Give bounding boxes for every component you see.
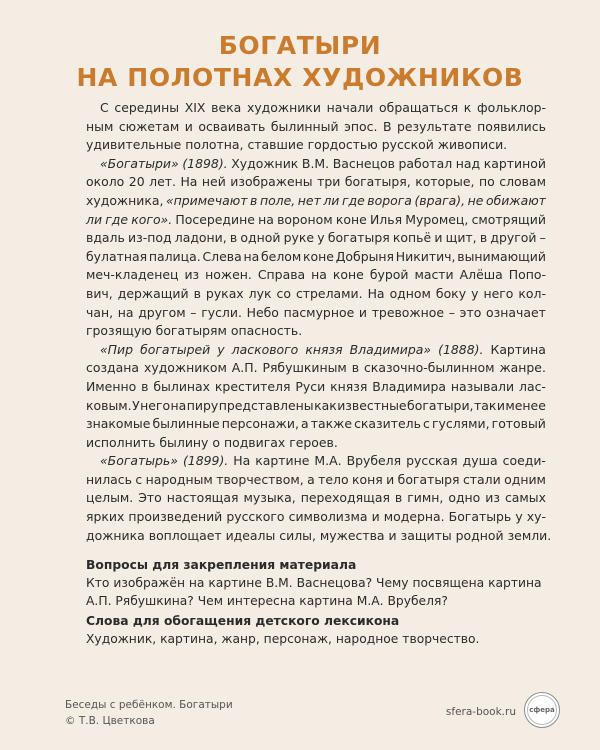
article-word: к bbox=[463, 100, 472, 115]
article-word: грозящую bbox=[86, 323, 152, 339]
article-word: также bbox=[310, 416, 352, 432]
article-word: поле, bbox=[259, 192, 296, 208]
article-word: былинах bbox=[153, 378, 211, 394]
article-word: коне bbox=[335, 211, 367, 227]
article-word: удивительные bbox=[86, 137, 182, 153]
article-word: вороном bbox=[277, 211, 333, 227]
article-word: народным bbox=[145, 471, 213, 487]
article-word: не bbox=[467, 192, 484, 208]
article-word: русского bbox=[226, 509, 285, 525]
article-word: ярких bbox=[86, 509, 125, 525]
article-word: с bbox=[423, 416, 430, 432]
article-word: эпос. bbox=[344, 118, 378, 134]
article-word: где bbox=[105, 211, 129, 227]
article-word: полотна, bbox=[185, 137, 244, 153]
article-word: в bbox=[141, 378, 149, 394]
article-word: в bbox=[351, 360, 360, 376]
article-word: князя bbox=[330, 378, 368, 394]
page-title bbox=[0, 30, 600, 94]
article-line bbox=[86, 415, 546, 434]
article-word: стали bbox=[462, 471, 501, 487]
article-word: результате bbox=[396, 118, 472, 134]
article-word: художники bbox=[246, 100, 321, 115]
article-word: над bbox=[455, 155, 481, 171]
article-word: Алёша bbox=[459, 267, 503, 283]
article-word: которые, bbox=[415, 174, 475, 190]
article-word: Справа bbox=[257, 267, 306, 283]
article-word: и bbox=[371, 509, 380, 525]
article-line bbox=[86, 527, 552, 546]
article-word: одним bbox=[504, 471, 546, 487]
article-word: одном bbox=[389, 285, 431, 301]
article-word: из-под bbox=[128, 230, 172, 246]
footer-series: Беседы с ребёнком. Богатыри bbox=[65, 699, 233, 711]
article-word: на bbox=[243, 248, 260, 264]
footer-site-link[interactable]: sfera-book.ru bbox=[445, 706, 516, 718]
article-word: середины bbox=[114, 100, 180, 115]
article-word: соеди- bbox=[502, 453, 546, 469]
article-word: Рябушкиным bbox=[262, 360, 347, 376]
article-word: держащий bbox=[117, 285, 189, 301]
article-word: и bbox=[184, 118, 193, 134]
article-word: модерна. bbox=[383, 509, 445, 525]
article-word: мужества bbox=[319, 527, 385, 543]
article-word: появились bbox=[477, 118, 546, 134]
article-word: С bbox=[100, 100, 109, 115]
vocabulary-text: Художник, картина, жанр, персонаж, народное творчество. bbox=[86, 632, 480, 646]
article-line bbox=[86, 248, 546, 267]
article-word: русская bbox=[406, 453, 458, 469]
article-word: князя bbox=[305, 341, 343, 357]
article-word: Посередине bbox=[175, 211, 255, 227]
article-word: и bbox=[386, 471, 395, 487]
article-word: ласкового bbox=[231, 341, 299, 357]
article-word: века bbox=[211, 100, 242, 115]
article-word: бурой bbox=[369, 267, 409, 283]
article-word: ковым. bbox=[86, 397, 132, 413]
article-word: героев. bbox=[289, 434, 338, 450]
article-word: него bbox=[140, 397, 171, 413]
article-word: него bbox=[483, 285, 514, 301]
article-word: лас- bbox=[519, 378, 546, 394]
article-word: подвигах bbox=[223, 434, 286, 450]
article-word: копьё bbox=[392, 230, 432, 246]
article-word: Художник bbox=[231, 155, 299, 171]
article-word: ней bbox=[201, 174, 226, 190]
article-word: воплощает bbox=[148, 527, 222, 543]
footer-copyright: © Т.В. Цветкова bbox=[65, 715, 155, 727]
article-word: у bbox=[515, 509, 523, 525]
article-word: у bbox=[217, 341, 225, 357]
article-word: тело bbox=[318, 471, 349, 487]
article-word: XIX bbox=[184, 100, 206, 115]
article-word: палица. bbox=[148, 248, 201, 264]
questions-section bbox=[86, 556, 546, 648]
article-word: из bbox=[485, 490, 500, 506]
article-word: руке bbox=[283, 230, 315, 246]
article-word: идеалы bbox=[225, 527, 276, 543]
article-word: «примечают bbox=[165, 192, 248, 208]
article-word: душа bbox=[462, 453, 498, 469]
article-word: на bbox=[311, 267, 327, 283]
article-word: известные bbox=[337, 397, 407, 413]
article-word: одно bbox=[448, 490, 481, 506]
article-word: художника, bbox=[86, 192, 164, 208]
article-word: в bbox=[479, 230, 488, 246]
article-word: боку bbox=[435, 285, 467, 301]
article-word: ворога bbox=[367, 192, 412, 208]
article-word: Попо- bbox=[508, 267, 546, 283]
article-word: лет. bbox=[149, 174, 176, 190]
article-word: ху- bbox=[526, 509, 546, 525]
article-word: Врубеля bbox=[346, 453, 402, 469]
article-word: стрелами. bbox=[295, 285, 363, 301]
article-word: картиной bbox=[483, 155, 546, 171]
article-word: белом bbox=[261, 248, 302, 264]
article-word: опасность. bbox=[230, 323, 303, 339]
article-line bbox=[86, 434, 546, 453]
article-word: как bbox=[314, 397, 337, 413]
footer bbox=[65, 676, 560, 736]
article-line bbox=[86, 304, 546, 323]
article-word: ставшие bbox=[247, 137, 304, 153]
article-word: – bbox=[190, 304, 197, 320]
article-line bbox=[86, 155, 546, 174]
article-word: обращаться bbox=[379, 100, 459, 115]
publisher-logo-icon bbox=[527, 695, 557, 725]
publisher-logo-text: сфера bbox=[529, 706, 555, 714]
article-word: словам bbox=[499, 174, 546, 190]
article-word: ли bbox=[323, 192, 340, 208]
article-word: вынимающий bbox=[457, 248, 546, 264]
article-line bbox=[86, 118, 546, 137]
article-word: Илья bbox=[370, 211, 403, 227]
article-word: Небо bbox=[246, 304, 279, 320]
article-line bbox=[86, 266, 546, 285]
article-word: нилась bbox=[86, 471, 132, 487]
article-word: русской bbox=[381, 137, 434, 153]
publisher-logo bbox=[524, 692, 560, 728]
article-word: защиты bbox=[400, 527, 452, 543]
article-word: коне bbox=[303, 248, 334, 264]
article-word: где bbox=[341, 192, 365, 208]
article-body bbox=[86, 99, 552, 545]
article-word: со bbox=[276, 285, 291, 301]
article-word: осваивать bbox=[198, 118, 266, 134]
article-word: щит, bbox=[445, 230, 477, 246]
article-word: – bbox=[448, 304, 455, 320]
article-word: (1888). bbox=[438, 341, 484, 357]
article-line bbox=[86, 173, 546, 192]
article-word: ли bbox=[86, 211, 103, 227]
article-word: меч-кладенец bbox=[86, 267, 179, 283]
article-word: На bbox=[233, 453, 251, 469]
article-word: и bbox=[496, 397, 505, 413]
article-line bbox=[86, 99, 546, 118]
article-word: на bbox=[117, 304, 134, 320]
article-word: сюжетам bbox=[118, 118, 180, 134]
article-word: и bbox=[434, 230, 443, 246]
article-word: живописи. bbox=[437, 137, 508, 153]
article-word: На bbox=[180, 174, 198, 190]
article-word: художником bbox=[143, 360, 227, 376]
article-word: Это bbox=[138, 490, 162, 506]
article-word: богатыря bbox=[397, 471, 460, 487]
article-word: На bbox=[367, 285, 385, 301]
title-line-2: НА ПОЛОТНАХ ХУДОЖНИКОВ bbox=[76, 63, 524, 92]
article-word: самых bbox=[504, 490, 546, 506]
article-word: «Пир bbox=[100, 341, 134, 357]
article-word: былинные bbox=[152, 416, 220, 432]
article-word: (1898). bbox=[182, 155, 228, 171]
article-word: это bbox=[459, 304, 482, 320]
article-word: М.А. bbox=[314, 453, 342, 469]
article-word: (1899). bbox=[182, 453, 229, 469]
article-word: Именно bbox=[86, 378, 137, 394]
article-word: 20 bbox=[128, 174, 145, 190]
article-word: лук bbox=[248, 285, 272, 301]
article-word: сказитель bbox=[354, 416, 421, 432]
article-word: исполнить bbox=[86, 434, 156, 450]
article-word: а bbox=[301, 416, 309, 432]
article-word: одной bbox=[240, 230, 281, 246]
article-word: на bbox=[258, 211, 274, 227]
article-word: богатырям bbox=[155, 323, 227, 339]
article-line bbox=[86, 229, 546, 248]
article-word: называли bbox=[450, 378, 515, 394]
article-word: былину bbox=[159, 434, 209, 450]
article-word: руках bbox=[205, 285, 244, 301]
article-word: А.П. bbox=[231, 360, 258, 376]
article-word: знакомые bbox=[86, 416, 151, 432]
article-word: – bbox=[539, 230, 546, 246]
article-word: творчеством, bbox=[216, 471, 304, 487]
article-line bbox=[86, 471, 546, 490]
article-word: пасмурное bbox=[283, 304, 355, 320]
article-word: а bbox=[307, 471, 315, 487]
article-word: кого». bbox=[131, 211, 173, 227]
article-line bbox=[86, 452, 546, 471]
article-word: Картина bbox=[490, 341, 546, 357]
article-word: символизма bbox=[288, 509, 368, 525]
article-word: музыка, bbox=[243, 490, 296, 506]
article-word: гимн, bbox=[407, 490, 444, 506]
article-word: вдаль bbox=[86, 230, 125, 246]
article-word: нет bbox=[297, 192, 321, 208]
article-word: гусли. bbox=[201, 304, 242, 320]
article-word: около bbox=[86, 174, 125, 190]
article-line bbox=[86, 359, 546, 378]
article-word: в bbox=[250, 192, 258, 208]
article-word: на bbox=[170, 397, 187, 413]
article-word: Руси bbox=[295, 378, 326, 394]
article-word: В bbox=[382, 118, 392, 134]
article-word: произведений bbox=[128, 509, 223, 525]
questions-line-2: А.П. Рябушкина? Чем интересна картина М.А. Врубеля? bbox=[86, 594, 448, 608]
article-word: родной bbox=[455, 527, 504, 543]
article-word: о bbox=[212, 434, 220, 450]
article-word: (врага), bbox=[414, 192, 466, 208]
article-line bbox=[86, 192, 546, 211]
article-word: Слева bbox=[202, 248, 242, 264]
article-word: силы, bbox=[279, 527, 316, 543]
article-word: былинный bbox=[270, 118, 339, 134]
article-word: другом bbox=[138, 304, 186, 320]
article-word: ладони, bbox=[174, 230, 227, 246]
article-word: переходящая bbox=[300, 490, 390, 506]
questions-heading: Вопросы для закрепления материала bbox=[86, 558, 357, 572]
article-word: ножен. bbox=[205, 267, 252, 283]
article-word: В.М. bbox=[301, 155, 330, 171]
article-word: Никитич, bbox=[395, 248, 456, 264]
article-line bbox=[86, 322, 546, 341]
article-word: целым. bbox=[86, 490, 134, 506]
article-word: обижают bbox=[486, 192, 546, 208]
article-word: Васнецов bbox=[332, 155, 395, 171]
article-word: с bbox=[135, 471, 143, 487]
article-word: в bbox=[394, 490, 403, 506]
article-word: дожника bbox=[86, 527, 145, 543]
article-word: Добрыня bbox=[335, 248, 395, 264]
article-word: тревожное bbox=[371, 304, 445, 320]
article-word: и bbox=[388, 527, 397, 543]
article-word: другой bbox=[490, 230, 537, 246]
article-word: кол- bbox=[518, 285, 546, 301]
article-word: жанре. bbox=[499, 360, 546, 376]
article-word: три bbox=[317, 174, 341, 190]
article-line bbox=[86, 397, 546, 416]
article-word: настоящая bbox=[166, 490, 239, 506]
article-word: булатная bbox=[86, 248, 148, 264]
article-word: в bbox=[193, 285, 201, 301]
article-word: изображены bbox=[230, 174, 313, 190]
article-word: У bbox=[132, 397, 140, 413]
article-word: масти bbox=[414, 267, 454, 283]
article-word: гуслями, bbox=[431, 416, 490, 432]
article-word: у bbox=[317, 230, 325, 246]
article-word: создана bbox=[86, 360, 140, 376]
article-word: богатыри, bbox=[407, 397, 474, 413]
article-line bbox=[86, 378, 546, 397]
article-word: у bbox=[471, 285, 479, 301]
article-word: в bbox=[229, 230, 238, 246]
article-word: готовый bbox=[491, 416, 546, 432]
questions-line-1-text: Кто изображён на картине В.М. Васнецова? Чему посвящена картина bbox=[86, 576, 542, 590]
article-word: гордостью bbox=[307, 137, 378, 153]
article-word: Муромец, bbox=[405, 211, 469, 227]
article-word: Богатырь bbox=[448, 509, 512, 525]
article-word: смотрящий bbox=[471, 211, 546, 227]
article-word: «Богатырь» bbox=[100, 453, 178, 469]
article-line bbox=[86, 508, 546, 527]
article-word: так bbox=[473, 397, 497, 413]
article-word: крестителя bbox=[214, 378, 291, 394]
article-word: Владимира bbox=[372, 378, 447, 394]
article-line bbox=[86, 489, 546, 508]
article-word: из bbox=[184, 267, 200, 283]
article-word: вич, bbox=[86, 285, 113, 301]
questions-line-1 bbox=[86, 574, 546, 592]
article-word: чан, bbox=[86, 304, 114, 320]
article-word: коня bbox=[352, 471, 383, 487]
article-word: менее bbox=[505, 397, 546, 413]
article-word: богатыря, bbox=[344, 174, 411, 190]
article-word: начали bbox=[326, 100, 374, 115]
title-line-1: БОГАТЫРИ bbox=[218, 31, 382, 60]
article-word: пиру bbox=[186, 397, 219, 413]
article-line bbox=[86, 211, 546, 230]
article-word: означает bbox=[486, 304, 546, 320]
article-word: представлены bbox=[218, 397, 314, 413]
article-line bbox=[86, 285, 546, 304]
article-word: сказочно-былинном bbox=[363, 360, 495, 376]
article-word: богатыря bbox=[327, 230, 390, 246]
footer-credits bbox=[65, 697, 233, 729]
article-word: персонажи, bbox=[221, 416, 299, 432]
article-word: фольклор- bbox=[476, 100, 546, 115]
article-word: богатырей bbox=[140, 341, 211, 357]
article-word: «Богатыри» bbox=[100, 155, 179, 171]
article-word: Владимира» bbox=[349, 341, 432, 357]
article-line bbox=[86, 136, 546, 155]
article-word: работал bbox=[398, 155, 453, 171]
article-word: и bbox=[358, 304, 367, 320]
article-word: ным bbox=[86, 118, 114, 134]
article-word: по bbox=[478, 174, 495, 190]
article-word: земли. bbox=[507, 527, 552, 543]
article-word: картине bbox=[255, 453, 310, 469]
article-word: коне bbox=[332, 267, 364, 283]
vocabulary-heading: Слова для обогащения детского лексикона bbox=[86, 614, 400, 628]
article-line bbox=[86, 341, 546, 360]
